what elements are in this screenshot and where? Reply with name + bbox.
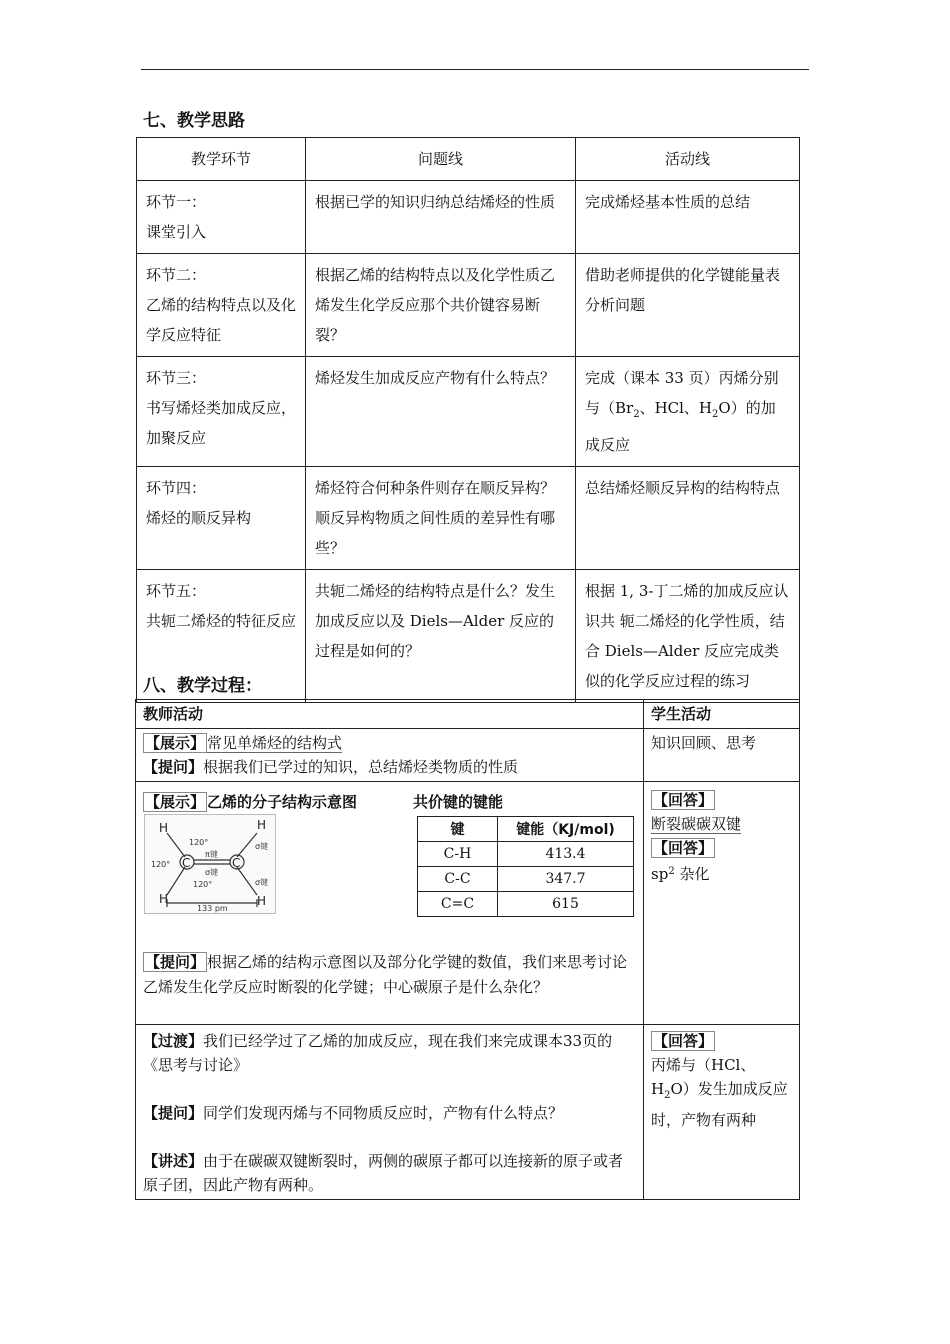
table-row [137,254,800,357]
answer-tag: 【回答】 [653,839,714,857]
teaching-process-table [135,699,800,1200]
bond-header: 键 [418,817,498,842]
stage-cell: 环节三： 书写烯烃类加成反应，加聚反应 [137,357,306,467]
question-line: 【提问】根据我们已学过的知识，总结烯烃类物质的性质 [143,758,519,776]
activity-cell: 完成（课本 33 页）丙烯分别与（$Br_2$、HCl、$H_2O$）的加成反应 [576,357,800,467]
show-tag: 【展示】 [145,734,206,752]
activity-cell: 借助老师提供的化学键能量表分析问题 [576,254,800,357]
energy-header: 键能（KJ/mol) [498,817,634,842]
teaching-plan-table [136,137,800,703]
bond-row [418,867,634,892]
teacher-cell [136,729,644,782]
table-row [137,181,800,254]
answer-text: 丙烯与（HCl、$H_2O$）发生加成反应时，产物有两种 [651,1056,788,1129]
table-row [137,357,800,467]
hydrogen-label: H [257,818,267,832]
table-row [137,467,800,570]
activity-cell: 完成烯烃基本性质的总结 [576,181,800,254]
question-tag: 【提问】 [143,1104,204,1122]
hydrogen-label: H [257,894,267,908]
section-7-title: 七、教学思路 [143,111,245,131]
question-tag: 【提问】 [145,953,206,971]
sigma-bond-label: σ键 [255,878,269,887]
angle-label: 120° [189,838,209,847]
table-row [136,729,800,782]
stage-cell: 环节四： 烯烃的顺反异构 [137,467,306,570]
bond-row [418,842,634,867]
bond-cell: C-C [418,867,498,892]
teacher-cell [136,1025,644,1200]
answer-tag: 【回答】 [653,791,714,809]
header-teacher: 教师活动 [136,700,644,729]
question-cell: 烯烃符合何种条件则存在顺反异构？顺反异构物质之间性质的差异性有哪些？ [306,467,576,570]
transition-para: 【过渡】我们已经学过了乙烯的加成反应，现在我们来完成课本33页的《思考与讨论》 [143,1032,613,1074]
carbon-label: C [182,856,191,870]
header-stage: 教学环节 [137,138,306,181]
hydrogen-label: H [159,821,169,835]
table-header-row [137,138,800,181]
angle-label: 120° [151,860,171,869]
sigma-bond-label: σ键 [205,868,219,877]
answer-text: $sp^2$ 杂化 [651,865,710,883]
transition-tag: 【过渡】 [143,1032,204,1050]
question-cell: 根据乙烯的结构特点以及化学性质乙烯发生化学反应那个共价键容易断裂？ [306,254,576,357]
activity-cell: 根据 1, 3-丁二烯的加成反应认识共 轭二烯烃的化学性质，结合 Diels—Alder 反应完成类似的化学反应过程的练习 [576,570,800,703]
header-activity: 活动线 [576,138,800,181]
sigma-bond-label: σ键 [255,842,269,851]
bond-length-label: 133 pm [197,904,228,913]
question-cell: 共轭二烯烃的结构特点是什么？发生加成反应以及 Diels—Alder 反应的过程是如何的？ [306,570,576,703]
lecture-para: 【讲述】由于在碳碳双键断裂时，两侧的碳原子都可以连接新的原子或者原子团，因此产物有两种。 [143,1152,624,1194]
question-para: 【提问】同学们发现丙烯与不同物质反应时，产物有什么特点？ [143,1104,564,1122]
answer-text: 断裂碳碳双键 [651,815,742,833]
stage-cell: 环节五： 共轭二烯烃的特征反应 [137,570,306,703]
question-cell: 根据已学的知识归纳总结烯烃的性质 [306,181,576,254]
activity-cell: 总结烯烃顺反异构的结构特点 [576,467,800,570]
carbon-label: C [232,856,241,870]
hydrogen-label: H [159,892,169,906]
header-question: 问题线 [306,138,576,181]
question-tag: 【提问】 [143,758,204,776]
molecule-caption: 乙烯的分子结构示意图 [207,793,358,811]
show-tag: 【展示】 [145,793,206,811]
student-cell [644,782,800,1025]
question-cell: 烯烃发生加成反应产物有什么特点？ [306,357,576,467]
pi-bond-label: π键 [205,850,218,859]
table-row [136,1025,800,1200]
question-para: 【提问】 根据乙烯的结构示意图以及部分化学键的数值，我们来思考讨论乙烯发生化学反应时断裂的化学键；中心碳原子是什么杂化？ [143,953,628,996]
bond-energy-table [417,816,634,917]
bond-header-row [418,817,634,842]
answer-tag: 【回答】 [653,1032,714,1050]
header-student: 学生活动 [644,700,800,729]
show-line [143,790,636,814]
bond-row [418,892,634,917]
angle-label: 120° [193,880,213,889]
student-cell [644,1025,800,1200]
energy-cell: 615 [498,892,634,917]
bond-cell: C-H [418,842,498,867]
stage-cell: 环节一： 课堂引入 [137,181,306,254]
section-8-title: 八、教学过程： [143,676,262,696]
ethylene-structure-diagram [144,814,276,914]
bond-energy-caption: 共价键的键能 [413,793,504,811]
stage-cell: 环节二： 乙烯的结构特点以及化学反应特征 [137,254,306,357]
table-header-row [136,700,800,729]
lecture-tag: 【讲述】 [143,1152,204,1170]
show-line: 【展示】 常见单烯烃的结构式 [145,734,343,752]
energy-cell: 413.4 [498,842,634,867]
energy-cell: 347.7 [498,867,634,892]
header-rule [141,69,809,70]
student-cell: 知识回顾、思考 [644,729,800,782]
bond-cell: C=C [418,892,498,917]
